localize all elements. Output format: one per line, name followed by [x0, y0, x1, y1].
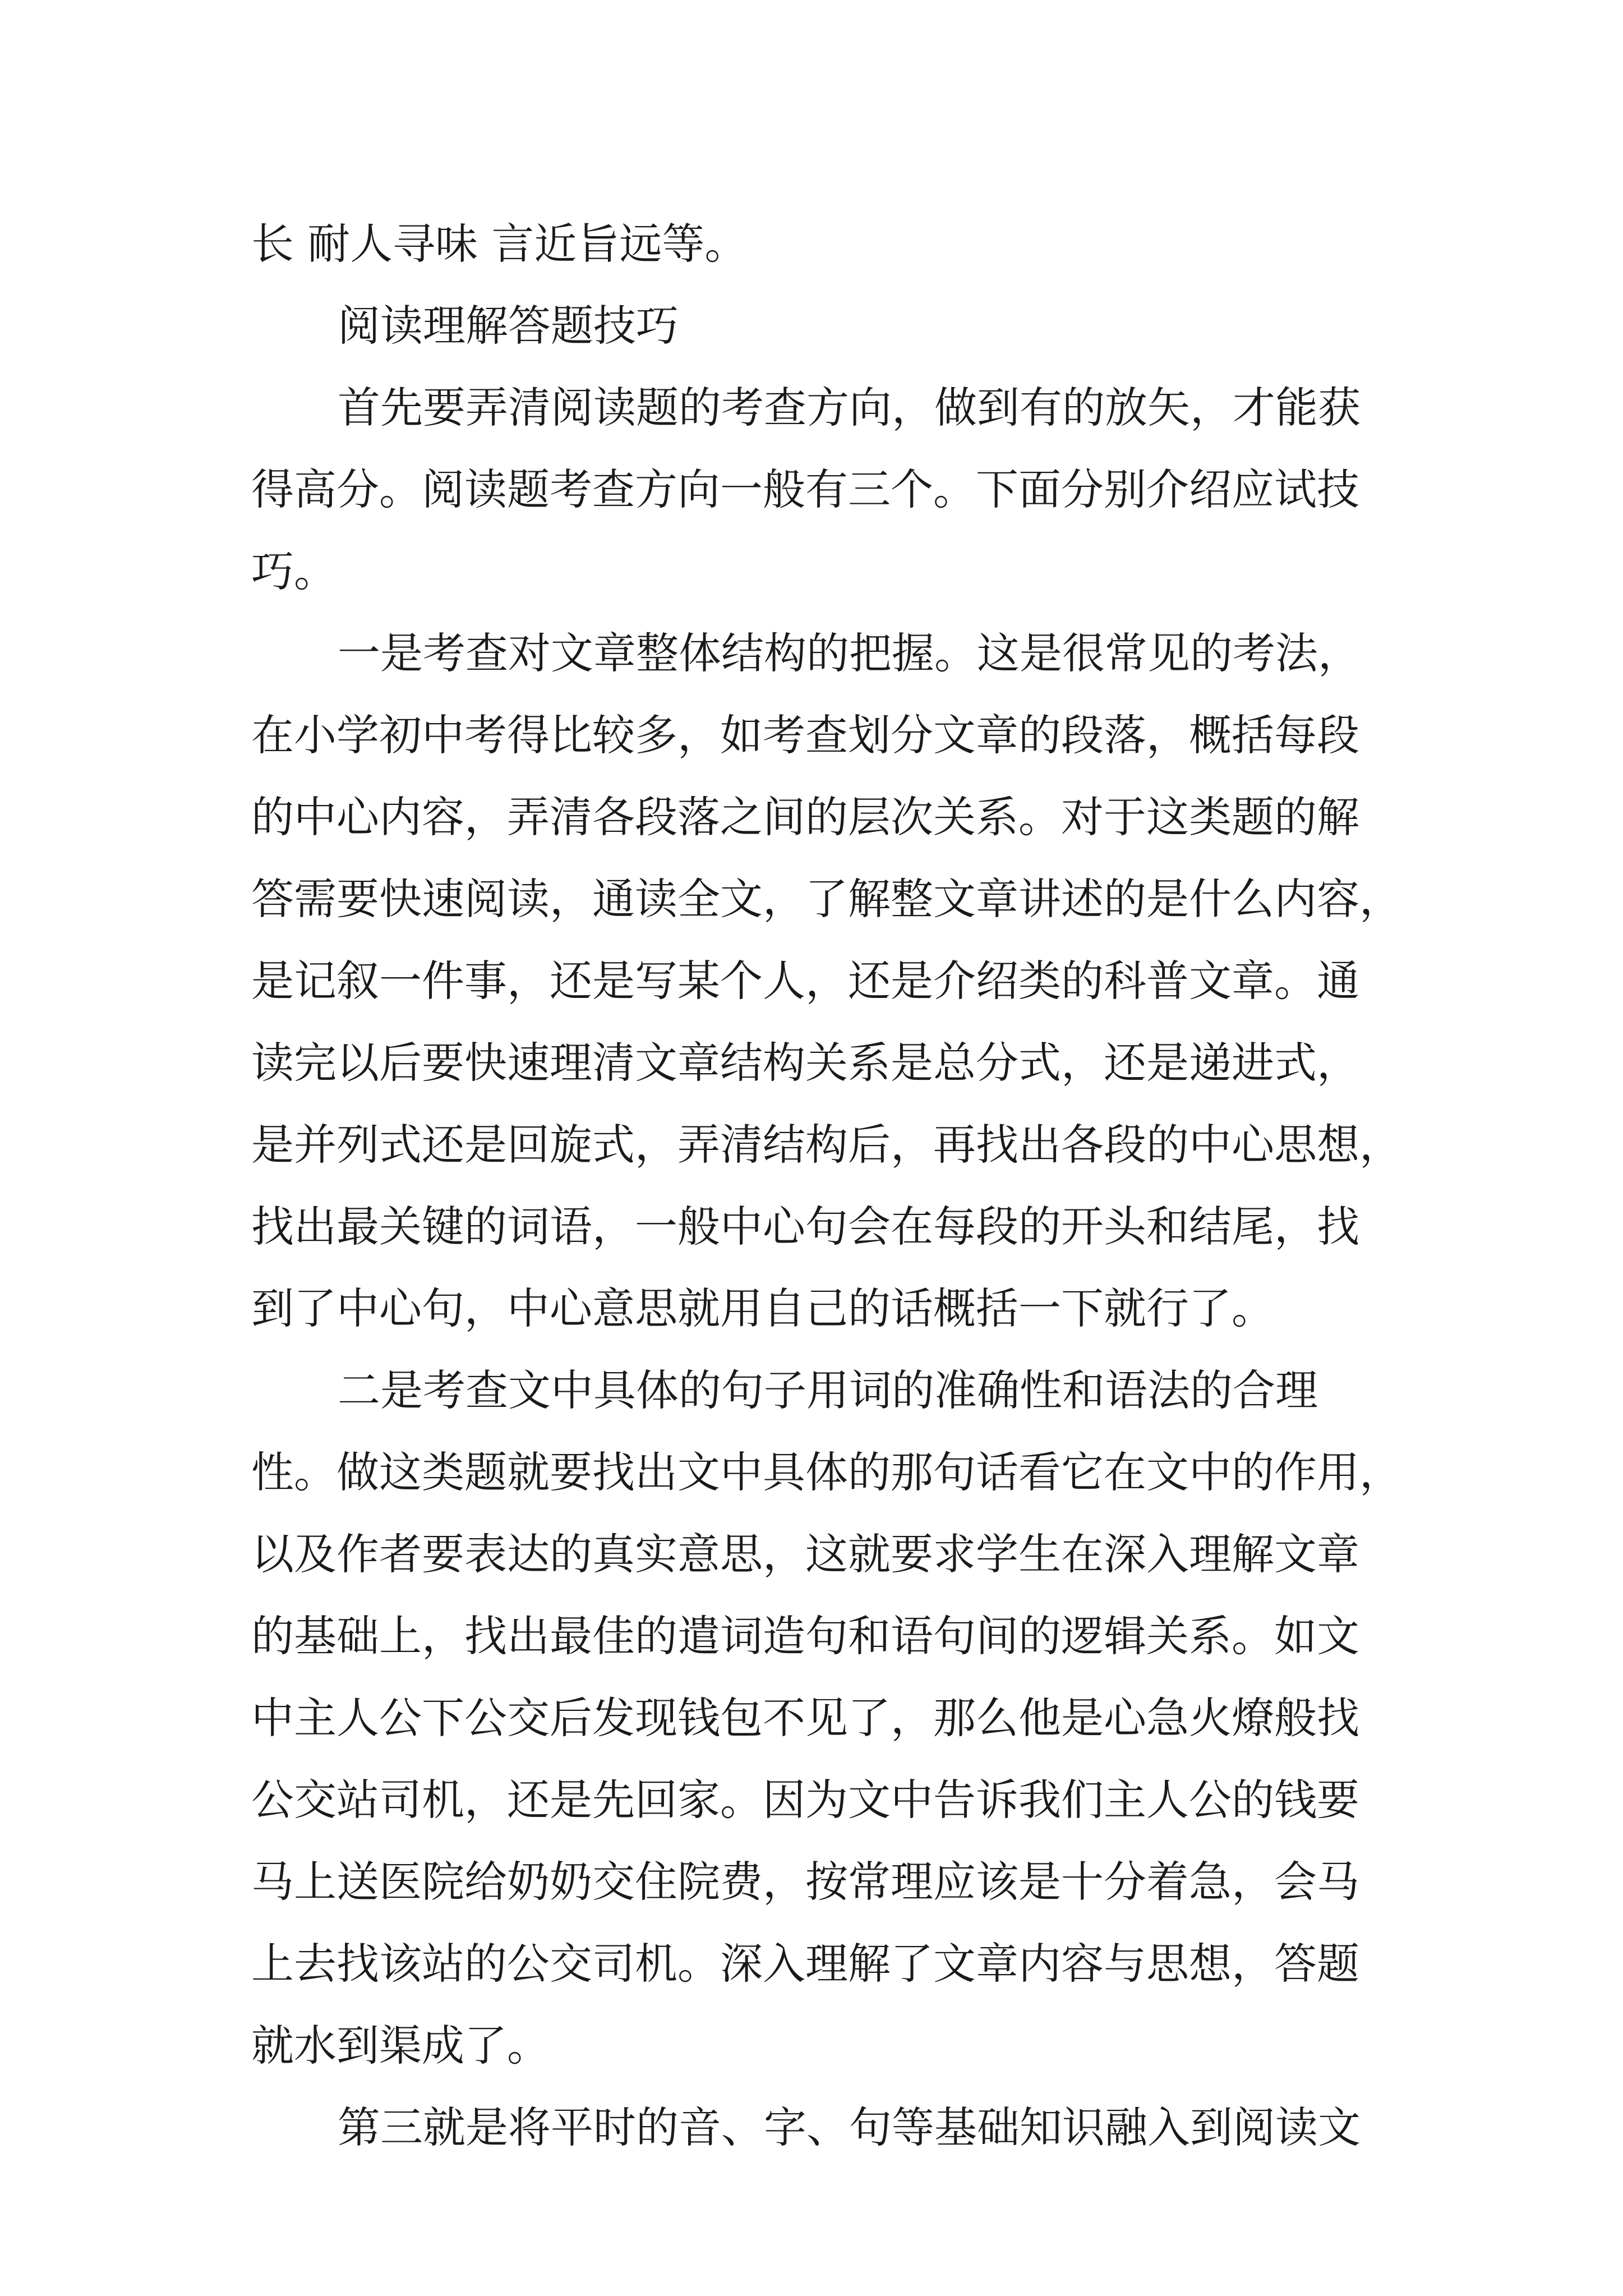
paragraph-3-line-7: 马上送医院给奶奶交住院费，按常理应该是十分着急，会马	[251, 1857, 1359, 1907]
paragraph-3-line-9: 就水到渠成了。	[251, 2021, 550, 2070]
paragraph-2-line-2: 在小学初中考得比较多，如考查划分文章的段落，概括每段	[251, 710, 1359, 760]
paragraph-2-line-5: 是记叙一件事，还是写某个人，还是介绍类的科普文章。通	[251, 956, 1359, 1006]
paragraph-2-line-1: 一是考查对文章整体结构的把握。这是很常见的考法，	[338, 628, 1361, 678]
paragraph-3-line-5: 中主人公下公交后发现钱包不见了，那么他是心急火燎般找	[251, 1693, 1359, 1743]
paragraph-1-line-3: 巧。	[251, 546, 336, 596]
paragraph-3-line-4: 的基础上，找出最佳的遣词造句和语句间的逻辑关系。如文	[251, 1611, 1359, 1661]
paragraph-2-line-8: 找出最关键的词语，一般中心句会在每段的开头和结尾，找	[251, 1202, 1359, 1251]
paragraph-2-line-7: 是并列式还是回旋式，弄清结构后，再找出各段的中心思想，	[251, 1120, 1402, 1170]
paragraph-2-line-3: 的中心内容，弄清各段落之间的层次关系。对于这类题的解	[251, 792, 1359, 842]
paragraph-3-line-2: 性。做这类题就要找出文中具体的那句话看它在文中的作用，	[251, 1447, 1402, 1497]
paragraph-4-line-1: 第三就是将平时的音、字、句等基础知识融入到阅读文	[338, 2102, 1361, 2152]
paragraph-3-line-8: 上去找该站的公交司机。深入理解了文章内容与思想，答题	[251, 1939, 1359, 1989]
paragraph-2-line-9: 到了中心句，中心意思就用自己的话概括一下就行了。	[251, 1283, 1274, 1333]
paragraph-2-line-4: 答需要快速阅读，通读全文，了解整文章讲述的是什么内容，	[251, 874, 1402, 924]
paragraph-1-line-1: 首先要弄清阅读题的考查方向，做到有的放矢，才能获	[338, 383, 1361, 432]
paragraph-3-line-6: 公交站司机，还是先回家。因为文中告诉我们主人公的钱要	[251, 1775, 1359, 1825]
paragraph-1-line-2: 得高分。阅读题考查方向一般有三个。下面分别介绍应试技	[251, 464, 1359, 514]
section-heading: 阅读理解答题技巧	[338, 301, 679, 351]
text-line-continuation: 长 耐人寻味 言近旨远等。	[251, 219, 748, 269]
paragraph-2-line-6: 读完以后要快速理清文章结构关系是总分式，还是递进式，	[251, 1038, 1359, 1088]
paragraph-3-line-1: 二是考查文中具体的句子用词的准确性和语法的合理	[338, 1365, 1318, 1415]
paragraph-3-line-3: 以及作者要表达的真实意思，这就要求学生在深入理解文章	[251, 1529, 1359, 1579]
